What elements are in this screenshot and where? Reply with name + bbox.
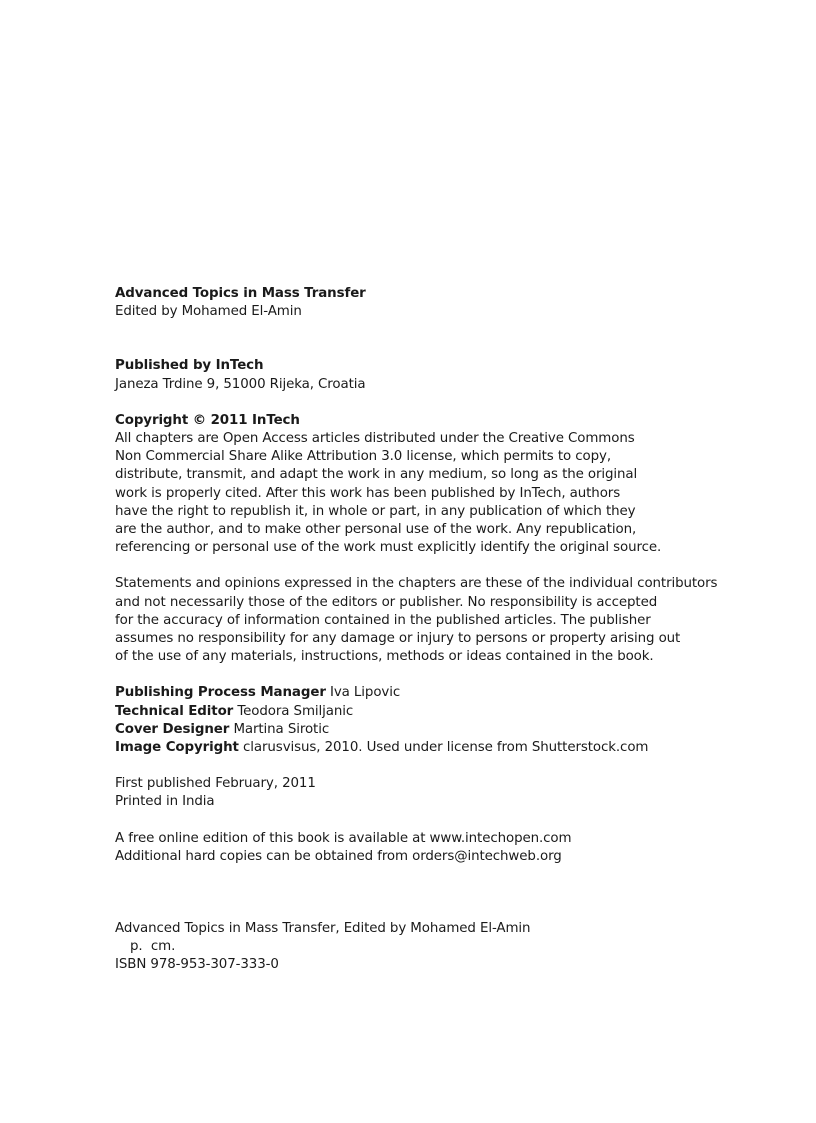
copyright-line: are the author, and to make other personal use of the work. Any republication,	[115, 522, 637, 538]
disclaimer-block	[115, 575, 735, 666]
online-edition-note: A free online edition of this book is available at www.intechopen.com	[115, 830, 572, 846]
credit-label: Image Copyright	[115, 740, 239, 756]
hard-copies-note: Additional hard copies can be obtained from orders@intechweb.org	[115, 848, 562, 864]
title-block	[115, 285, 735, 321]
credit-label: Publishing Process Manager	[115, 685, 326, 701]
copyright-line: have the right to republish it, in whole or part, in any publication of which they	[115, 503, 636, 519]
publisher-address: Janeza Trdine 9, 51000 Rijeka, Croatia	[115, 376, 366, 392]
credit-value: Martina Sirotic	[233, 721, 330, 737]
disclaimer-line: for the accuracy of information contained in the published articles. The publisher	[115, 612, 651, 628]
disclaimer-line: of the use of any materials, instructions, methods or ideas contained in the book.	[115, 649, 654, 665]
credit-value: clarusvisus, 2010. Used under license from Shutterstock.com	[243, 740, 649, 756]
printed-in: Printed in India	[115, 794, 215, 810]
availability-block	[115, 830, 735, 866]
copyright-heading: Copyright © 2011 InTech	[115, 412, 300, 428]
disclaimer-line: Statements and opinions expressed in the chapters are these of the individual contributors	[115, 576, 718, 592]
credit-label: Technical Editor	[115, 703, 234, 719]
first-published: First published February, 2011	[115, 776, 316, 792]
cip-block	[115, 920, 735, 975]
isbn: ISBN 978-953-307-333-0	[115, 957, 279, 973]
book-title: Advanced Topics in Mass Transfer	[115, 286, 366, 301]
credit-technical-editor	[115, 703, 735, 721]
credit-cover-designer	[115, 721, 735, 739]
credit-value: Teodora Smiljanic	[237, 703, 354, 719]
copyright-line: All chapters are Open Access articles distributed under the Creative Commons	[115, 431, 635, 447]
publisher-heading: Published by InTech	[115, 358, 264, 374]
copyright-line: referencing or personal use of the work must explicitly identify the original source.	[115, 540, 662, 556]
copyright-block	[115, 412, 735, 558]
disclaimer-line: assumes no responsibility for any damage or injury to persons or property arising out	[115, 631, 681, 647]
credit-value: Iva Lipovic	[330, 685, 401, 701]
copyright-line: work is properly cited. After this work has been published by InTech, authors	[115, 485, 621, 501]
publication-block	[115, 775, 735, 811]
disclaimer-line: and not necessarily those of the editors or publisher. No responsibility is accepted	[115, 594, 658, 610]
credit-label: Cover Designer	[115, 721, 230, 737]
copyright-page	[115, 285, 735, 975]
credit-image-copyright	[115, 739, 735, 757]
copyright-line: Non Commercial Share Alike Attribution 3.0 license, which permits to copy,	[115, 449, 611, 465]
publisher-block	[115, 357, 735, 393]
credits-block	[115, 684, 735, 757]
copyright-line: distribute, transmit, and adapt the work in any medium, so long as the original	[115, 467, 638, 483]
book-editor: Edited by Mohamed El-Amin	[115, 304, 302, 320]
cip-pages: p. cm.	[130, 939, 176, 955]
credit-process-manager	[115, 684, 735, 702]
cip-citation: Advanced Topics in Mass Transfer, Edited by Mohamed El-Amin	[115, 921, 531, 937]
